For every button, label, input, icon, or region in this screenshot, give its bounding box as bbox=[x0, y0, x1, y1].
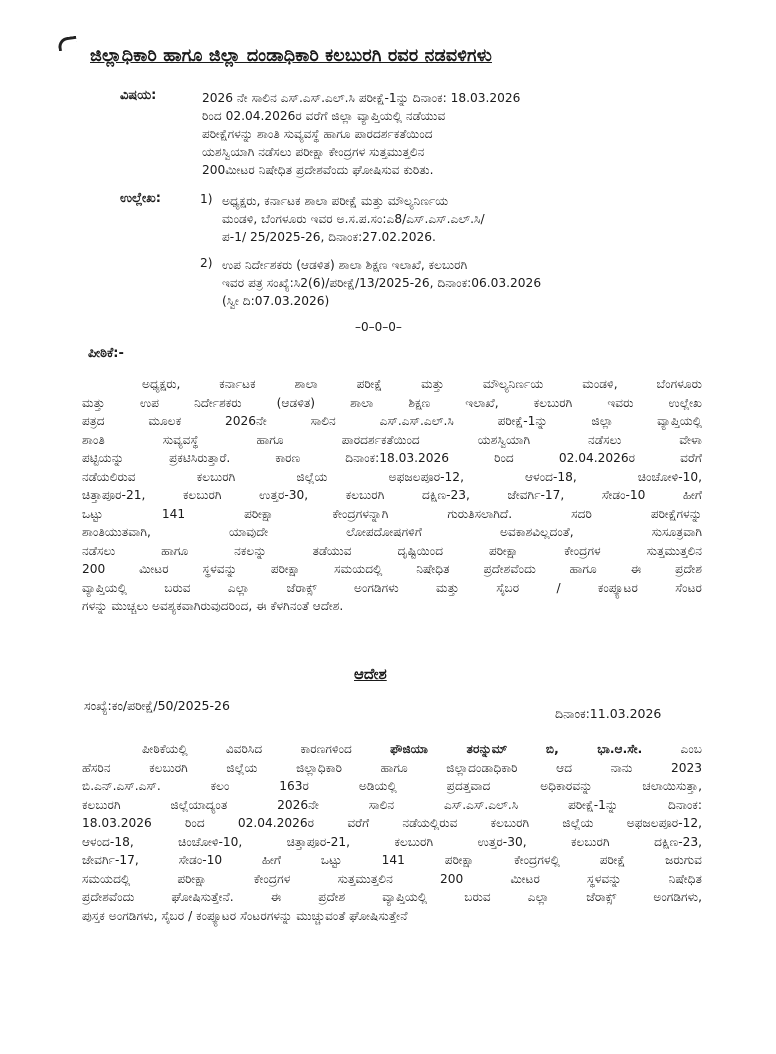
reference-line: ಅಧ್ಯಕ್ಷರು, ಕರ್ನಾಟಕ ಶಾಲಾ ಪರೀಕ್ಷೆ ಮತ್ತು ಮೌಲ್ಯನಿರ್ಣಯ bbox=[222, 194, 449, 208]
order-heading: ಆದೇಶ bbox=[354, 665, 387, 683]
references-label: ಉಲ್ಲೇಖ: bbox=[120, 191, 161, 206]
order-line: ಸಮಯದಲ್ಲಿ ಪರೀಕ್ಷಾ ಕೇಂದ್ರಗಳ ಸುತ್ತಮುತ್ತಲಿನ 200 ಮೀಟರ ಸ್ಥಳವನ್ನು ನಿಷೇಧಿತ bbox=[82, 871, 702, 886]
section-separator: –0–0–0– bbox=[355, 320, 402, 334]
order-line: ಪುಸ್ತಕ ಅಂಗಡಿಗಳು, ಸೈಬರ / ಕಂಪ್ಯೂಟರ ಸೆಂಟರಗಳನ್ನು ಮುಚ್ಚುವಂತೆ ಘೋಷಿಸುತ್ತೇನೆ bbox=[82, 908, 408, 923]
subject-line: 200ಮೀಟರ ನಿಷೇಧಿತ ಪ್ರದೇಶವೆಂದು ಘೋಷಿಸುವ ಕುರಿತು. bbox=[202, 163, 434, 177]
order-line: ಹೆಸರಿನ ಕಲಬುರಗಿ ಜಿಲ್ಲೆಯ ಜಿಲ್ಲಾಧಿಕಾರಿ ಹಾಗೂ ಜಿಲ್ಲಾದಂಡಾಧಿಕಾರಿ ಆದ ನಾನು 2023 bbox=[82, 760, 702, 775]
reference-line: (ಸ್ವೀ ದಿ:07.03.2026) bbox=[222, 294, 330, 308]
order-intro: ಪೀಠಿಕೆಯಲ್ಲಿ ವಿವರಿಸಿದ ಕಾರಣಗಳಿಂದ bbox=[142, 742, 391, 756]
reference-line: ಪ-1/ 25/2025-26, ದಿನಾಂಕ:27.02.2026. bbox=[222, 230, 436, 244]
preamble-line: ಪಟ್ಟಿಯನ್ನು ಪ್ರಕಟಿಸಿರುತ್ತಾರೆ. ಕಾರಣ ದಿನಾಂಕ:18.03.2026 ರಿಂದ 02.04.2026ರ ವರೆಗೆ bbox=[82, 451, 702, 465]
order-line: ಆಳಂದ-18, ಚಿಂಚೋಳಿ-10, ಚಿತ್ತಾಪೂರ-21, ಕಲಬುರಗಿ ಉತ್ತರ-30, ಕಲಬುರಗಿ ದಕ್ಷಿಣ-23, bbox=[82, 834, 702, 849]
order-line: ಜೇವರ್ಗಿ-17, ಸೇಡಂ-10 ಹೀಗೆ ಒಟ್ಟು 141 ಪರೀಕ್ಷಾ ಕೇಂದ್ರಗಳಲ್ಲಿ ಪರೀಕ್ಷೆ ಜರುಗುವ bbox=[82, 853, 702, 867]
order-line: 18.03.2026 ರಿಂದ 02.04.2026ರ ವರೆಗೆ ನಡೆಯಲ್ಲಿರುವ ಕಲಬುರಗಿ ಜಿಲ್ಲೆಯ ಅಫಜಲಪೂರ-12, bbox=[82, 816, 702, 830]
order-number: ಸಂಖ್ಯೆ:ಕಂ/ಪರೀಕ್ಷೆ/50/2025-26 bbox=[84, 698, 230, 713]
order-line: ಕಲಬುರಗಿ ಜಿಲ್ಲೆಯಾದ್ಯಂತ 2026ನೇ ಸಾಲಿನ ಎಸ್.ಎಸ್.ಎಲ್.ಸಿ ಪರೀಕ್ಷೆ-1ನ್ನು ದಿನಾಂಕ: bbox=[82, 797, 702, 812]
preamble-line: ಮತ್ತು ಉಪ ನಿರ್ದೇಶಕರು (ಆಡಳಿತ) ಶಾಲಾ ಶಿಕ್ಷಣ ಇಲಾಖೆ, ಕಲಬುರಗಿ ಇವರು ಉಲ್ಲೇಖ bbox=[82, 395, 702, 410]
preamble-line: ಚಿತ್ತಾಪೂರ-21, ಕಲಬುರಗಿ ಉತ್ತರ-30, ಕಲಬುರಗಿ ದಕ್ಷಿಣ-23, ಜೇವರ್ಗಿ-17, ಸೇಡಂ-10 ಹೀಗೆ bbox=[82, 488, 702, 502]
reference-2 bbox=[222, 256, 680, 310]
reference-line: ಉಪ ನಿರ್ದೇಶಕರು (ಆಡಳಿತ) ಶಾಲಾ ಶಿಕ್ಷಣ ಇಲಾಖೆ, ಕಲಬುರಗಿ bbox=[222, 258, 468, 272]
preamble-label: ಪೀಠಿಕೆ:- bbox=[88, 346, 124, 361]
reference-line: ಇವರ ಪತ್ರ ಸಂಖ್ಯೆ:ಸಿ2(6)/ಪರೀಕ್ಷೆ/13/2025-26, ದಿನಾಂಕ:06.03.2026 bbox=[222, 276, 542, 290]
order-intro-end: ಎಂಬ bbox=[642, 742, 702, 756]
preamble-line: ಶಾಂತಿ ಸುವ್ಯವಸ್ಥೆ ಹಾಗೂ ಪಾರದರ್ಶಕತೆಯಿಂದ ಯಶಸ್ವಿಯಾಗಿ ನಡೆಸಲು ವೇಳಾ bbox=[82, 432, 702, 447]
subject-label: ವಿಷಯ: bbox=[120, 88, 157, 103]
preamble-line: ಗಳನ್ನು ಮುಚ್ಚಲು ಅವಶ್ಯಕವಾಗಿರುವುದರಿಂದ, ಈ ಕೆಳಗಿನಂತೆ ಆದೇಶ. bbox=[82, 599, 344, 613]
preamble-line: ನಡೆಸಲು ಹಾಗೂ ನಕಲನ್ನು ತಡೆಯುವ ದೃಷ್ಟಿಯಿಂದ ಪರೀಕ್ಷಾ ಕೇಂದ್ರಗಳ ಸುತ್ತಮುತ್ತಲಿನ bbox=[82, 543, 702, 558]
preamble-line: ನಡೆಯಲಿರುವ ಕಲಬುರಗಿ ಜಿಲ್ಲೆಯ ಅಫಜಲಪೂರ-12, ಆಳಂದ-18, ಚಿಂಚೋಳಿ-10, bbox=[82, 469, 702, 484]
subject-text bbox=[202, 89, 680, 179]
preamble-line: 200 ಮೀಟರ ಸ್ಥಳವನ್ನು ಪರೀಕ್ಷಾ ಸಮಯದಲ್ಲಿ ನಿಷೇಧಿತ ಪ್ರದೇಶವೆಂದು ಹಾಗೂ ಈ ಪ್ರದೇಶ bbox=[82, 562, 702, 576]
subject-line: ರಿಂದ 02.04.2026ರ ವರೆಗೆ ಜಿಲ್ಲಾ ವ್ಯಾಪ್ತಿಯಲ್ಲಿ ನಡೆಯುವ bbox=[202, 109, 446, 123]
scan-mark-icon bbox=[57, 36, 78, 52]
preamble-line: ಶಾಂತಿಯುತವಾಗಿ, ಯಾವುದೇ ಲೋಪದೋಷಗಳಿಗೆ ಅವಕಾಶವಿಲ್ಲದಂತೆ, ಸುಸೂತ್ರವಾಗಿ bbox=[82, 525, 702, 539]
preamble-line: ಪತ್ರದ ಮೂಲಕ 2026ನೇ ಸಾಲಿನ ಎಸ್.ಎಸ್.ಎಲ್.ಸಿ ಪರೀಕ್ಷೆ-1ನ್ನು ಜಿಲ್ಲಾ ವ್ಯಾಪ್ತಿಯಲ್ಲಿ bbox=[82, 414, 702, 428]
preamble-line: ಅಧ್ಯಕ್ಷರು, ಕರ್ನಾಟಕ ಶಾಲಾ ಪರೀಕ್ಷೆ ಮತ್ತು ಮೌಲ್ಯನಿರ್ಣಯ ಮಂಡಳಿ, ಬೆಂಗಳೂರು bbox=[142, 377, 702, 391]
reference-number: 2) bbox=[200, 256, 213, 270]
reference-line: ಮಂಡಳಿ, ಬೆಂಗಳೂರು ಇವರ ಅ.ಸ.ಪ.ಸಂ:ಎ8/ಎಸ್.ಎಸ್.ಎಲ್.ಸಿ/ bbox=[222, 212, 485, 226]
subject-line: ಯಶಸ್ವಿಯಾಗಿ ನಡೆಸಲು ಪರೀಕ್ಷಾ ಕೇಂದ್ರಗಳ ಸುತ್ತಮುತ್ತಲಿನ bbox=[202, 145, 425, 159]
order-line: ಪ್ರದೇಶವೆಂದು ಘೋಷಿಸುತ್ತೇನೆ. ಈ ಪ್ರದೇಶ ವ್ಯಾಪ್ತಿಯಲ್ಲಿ ಬರುವ ಎಲ್ಲಾ ಜೆರಾಕ್ಸ್ ಅಂಗಡಿಗಳು, bbox=[82, 890, 702, 904]
subject-line: 2026 ನೇ ಸಾಲಿನ ಎಸ್.ಎಸ್.ಎಲ್.ಸಿ ಪರೀಕ್ಷೆ-1ನ್ನು ದಿನಾಂಕ: 18.03.2026 bbox=[202, 91, 521, 105]
reference-1 bbox=[222, 192, 680, 246]
order-line bbox=[82, 740, 702, 759]
reference-number: 1) bbox=[200, 192, 213, 206]
preamble-text bbox=[82, 375, 702, 616]
preamble-line: ಒಟ್ಟು 141 ಪರೀಕ್ಷಾ ಕೇಂದ್ರಗಳನ್ನಾಗಿ ಗುರುತಿಸಲಾಗಿದೆ. ಸದರಿ ಪರೀಕ್ಷೆಗಳನ್ನು bbox=[82, 506, 702, 521]
order-date: ದಿನಾಂಕ:11.03.2026 bbox=[555, 706, 662, 721]
officer-name: ಫೌಜಿಯಾ ತರನ್ನುಮ್ ಬಿ, ಭಾ.ಆ.ಸೇ. bbox=[390, 742, 643, 756]
order-text bbox=[82, 740, 702, 925]
document-title: ಜಿಲ್ಲಾಧಿಕಾರಿ ಹಾಗೂ ಜಿಲ್ಲಾ ದಂಡಾಧಿಕಾರಿ ಕಲಬುರಗಿ ರವರ ನಡವಳಿಗಳು bbox=[90, 46, 492, 66]
preamble-line: ವ್ಯಾಪ್ತಿಯಲ್ಲಿ ಬರುವ ಎಲ್ಲಾ ಜೆರಾಕ್ಸ್ ಅಂಗಡಿಗಳು ಮತ್ತು ಸೈಬರ / ಕಂಪ್ಯೂಟರ ಸೆಂಟರ bbox=[82, 580, 702, 595]
order-line: ಬಿ.ಎನ್.ಎಸ್.ಎಸ್. ಕಲಂ 163ರ ಅಡಿಯಲ್ಲಿ ಪ್ರದತ್ತವಾದ ಅಧಿಕಾರವನ್ನು ಚಲಾಯಿಸುತ್ತಾ, bbox=[82, 779, 702, 793]
subject-line: ಪರೀಕ್ಷೆಗಳನ್ನು ಶಾಂತಿ ಸುವ್ಯವಸ್ಥೆ ಹಾಗೂ ಪಾರದರ್ಶಕತೆಯಿಂದ bbox=[202, 127, 433, 141]
